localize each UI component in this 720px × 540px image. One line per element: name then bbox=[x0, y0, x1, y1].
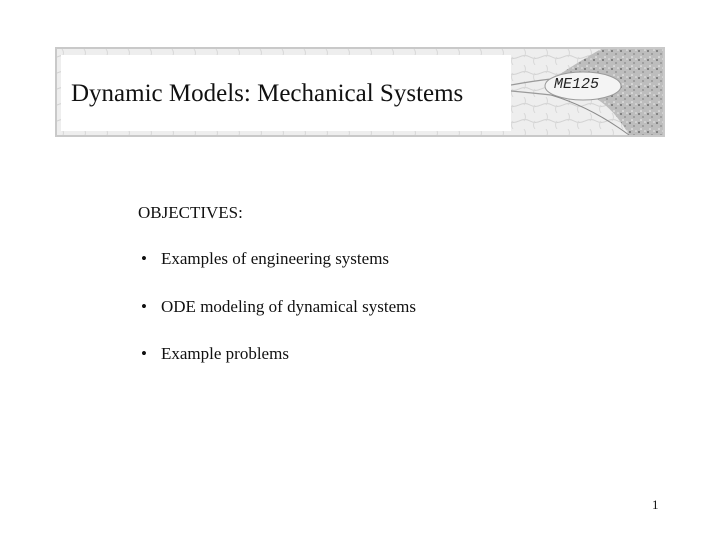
course-code-label: ME125 bbox=[554, 76, 600, 93]
list-item-text: ODE modeling of dynamical systems bbox=[161, 296, 416, 316]
list-item bbox=[138, 297, 638, 317]
title-banner bbox=[55, 47, 665, 137]
objectives-list bbox=[138, 249, 638, 364]
list-item-text: Example problems bbox=[161, 344, 289, 364]
list-item-text: Examples of engineering systems bbox=[161, 249, 390, 269]
page-number: 1 bbox=[652, 497, 659, 512]
bullet-icon: • bbox=[141, 344, 147, 364]
bullet-icon: • bbox=[141, 249, 147, 269]
bullet-icon: • bbox=[141, 296, 147, 316]
title-box bbox=[61, 55, 511, 131]
slide-title: Dynamic Models: Mechanical Systems bbox=[71, 80, 464, 107]
list-item bbox=[138, 344, 638, 364]
objectives-heading: OBJECTIVES: bbox=[138, 203, 243, 222]
list-item bbox=[138, 249, 638, 269]
slide-content bbox=[138, 203, 638, 392]
